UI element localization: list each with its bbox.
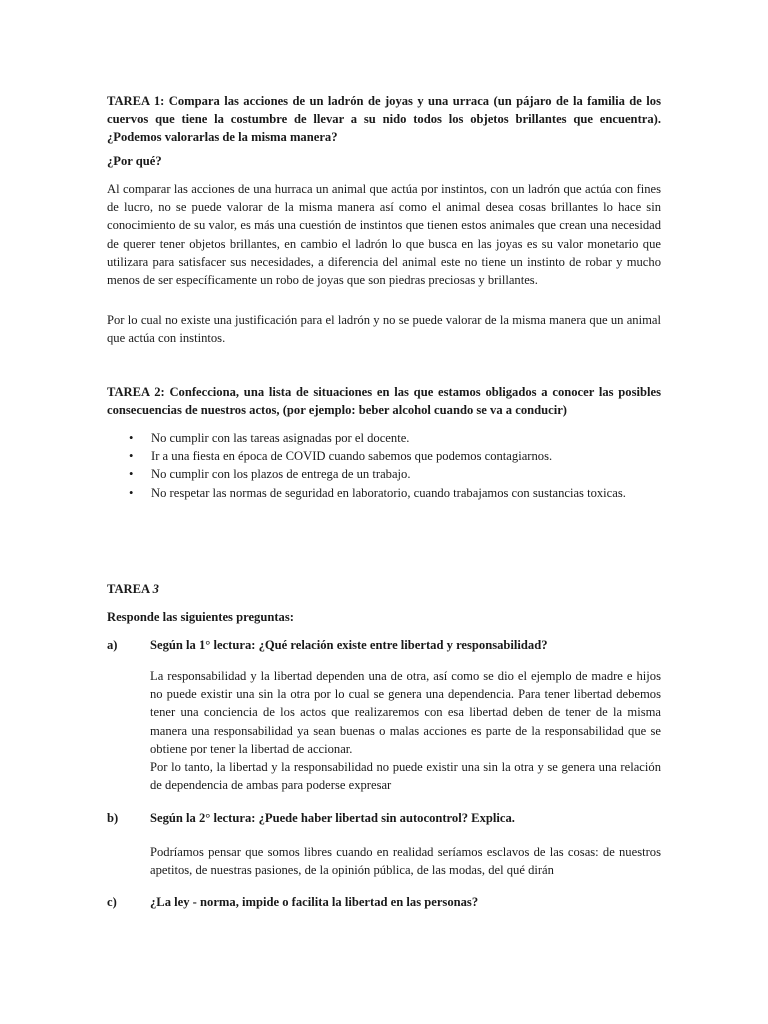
tarea1-answer-paragraph-1: Al comparar las acciones de una hurraca un animal que actúa por instintos, con un ladrón que actúa con fines de lucro, no se puede valorar de la misma manera así como el animal desea cosas brillantes lo hace sin conocimiento de su valor, es más una cuestión de instintos que tienen estos animales que crean una necesidad de querer tener objetos brillantes, en cambio el ladrón lo que busca en las joyas es su valor monetario que utilizara para satisfacer sus necesidades, a diferencia del animal este no tiene un instinto de robar y mucho menos de ser específicamente un robo de joyas que son piedras preciosas y brillantes.	[107, 182, 661, 288]
tarea3-instruction: Responde las siguientes preguntas:	[107, 610, 294, 624]
tarea1-prompt: TAREA 1: Compara las acciones de un ladrón de joyas y una urraca (un pájaro de la familia de los cuervos que tiene la costumbre de llevar a su nido todos los objetos brillantes que encuentra). ¿Podemos valorarlas de la misma manera?	[107, 94, 661, 145]
question-c	[107, 893, 661, 911]
bullet-icon: •	[129, 431, 134, 445]
question-a	[107, 636, 661, 654]
list-item: • Ir a una fiesta en época de COVID cuando sabemos que podemos contagiarnos.	[107, 447, 661, 465]
answer-b-paragraph: Podríamos pensar que somos libres cuando en realidad seríamos esclavos de las cosas: de nuestros apetitos, de nuestras pasiones, de la opinión pública, de las modas, del qué dirán	[150, 845, 661, 878]
tarea2-list	[107, 429, 661, 502]
answer-a-paragraph-1: La responsabilidad y la libertad dependen una de otra, así como se dio el ejemplo de madre e hijos no puede existir una sin la otra por lo cual se genera una dependencia. Para tener libertad debemos tener una conciencia de los actos que realizaremos con esa libertad deben de tener de la misma manera una responsabilidad ya sean buenas o malas acciones es parte de la responsabilidad que se obtiene por tener la libertad de accionar.	[150, 669, 661, 756]
tarea1-why: ¿Por qué?	[107, 154, 162, 168]
question-b-text: Según la 2° lectura: ¿Puede haber libertad sin autocontrol? Explica.	[150, 811, 515, 825]
bullet-icon: •	[129, 467, 134, 482]
list-item: • No respetar las normas de seguridad en laboratorio, cuando trabajamos con sustancias toxicas.	[107, 484, 661, 502]
question-c-text: ¿La ley - norma, impide o facilita la libertad en las personas?	[150, 895, 479, 909]
question-b	[107, 809, 661, 827]
question-b-label: b)	[107, 811, 119, 825]
question-a-label: a)	[107, 638, 118, 652]
tarea1-answer-paragraph-2: Por lo cual no existe una justificación para el ladrón y no se puede valorar de la misma manera que un animal que actúa con instintos.	[107, 313, 661, 346]
question-a-text: Según la 1° lectura: ¿Qué relación existe entre libertad y responsabilidad?	[150, 638, 548, 652]
question-c-label: c)	[107, 895, 117, 909]
bullet-icon: •	[129, 485, 134, 500]
list-item: • No cumplir con los plazos de entrega de un trabajo.	[107, 465, 661, 483]
list-item: • No cumplir con las tareas asignadas por el docente.	[107, 429, 661, 447]
bullet-icon: •	[129, 449, 134, 464]
answer-a-paragraph-2: Por lo tanto, la libertad y la responsabilidad no puede existir una sin la otra y se genera una relación de dependencia de ambas para poderse expresar	[150, 760, 661, 793]
tarea2-prompt: TAREA 2: Confecciona, una lista de situaciones en las que estamos obligados a conocer las posibles consecuencias de nuestros actos, (por ejemplo: beber alcohol cuando se va a conducir)	[107, 385, 661, 418]
tarea3-title: TAREA 3	[107, 582, 159, 596]
